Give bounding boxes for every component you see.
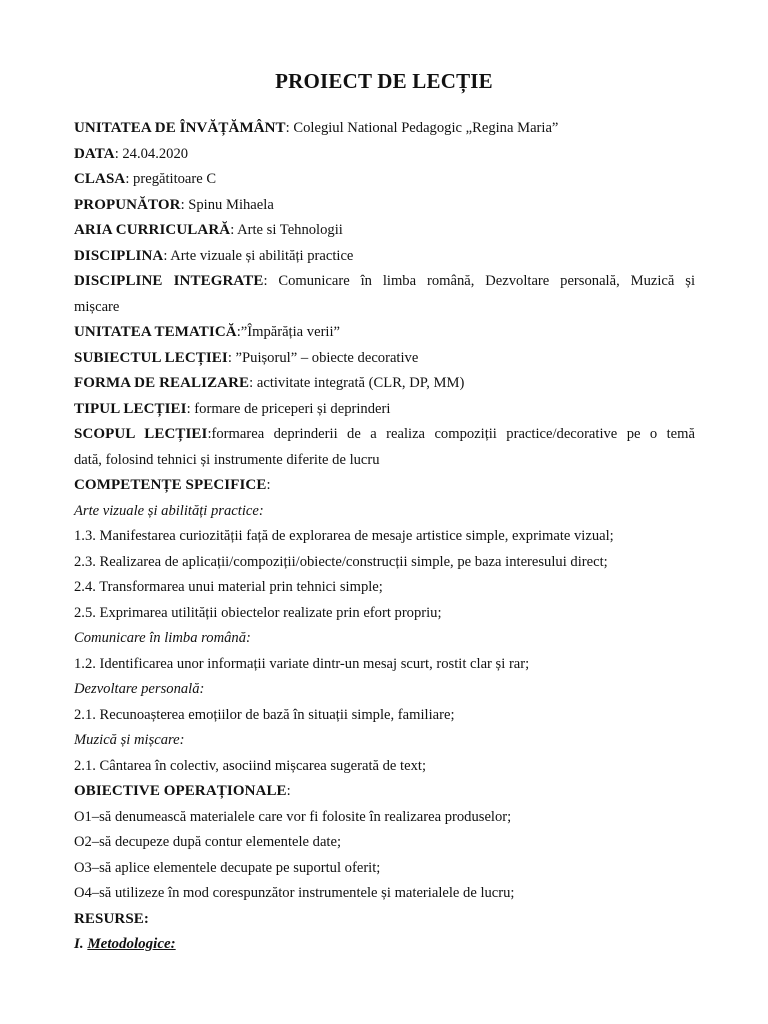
field-value: : activitate integrată (CLR, DP, MM) bbox=[249, 375, 465, 391]
field-label: UNITATEA DE ÎNVĂȚĂMÂNT bbox=[74, 120, 286, 136]
obiective-heading: OBIECTIVE OPERAȚIONALE bbox=[74, 783, 287, 799]
field-value: : Colegiul National Pedagogic „Regina Maria” bbox=[285, 120, 559, 136]
competente-item: 1.2. Identificarea unor informații variate dintr-un mesaj scurt, rostit clar și rar; bbox=[74, 655, 530, 672]
resurse-sub-label: Metodologice: bbox=[87, 936, 176, 952]
field-clasa bbox=[74, 167, 695, 193]
obiectiv-item: O3–să aplice elementele decupate pe suportul oferit; bbox=[74, 859, 381, 876]
field-propunator bbox=[74, 193, 695, 219]
competente-item: 1.3. Manifestarea curiozității față de explorarea de mesaje artistice simple, exprimate vizual; bbox=[74, 528, 614, 544]
obiectiv-item: O2–să decupeze după contur elementele date; bbox=[74, 834, 342, 850]
field-value: : ”Puișorul” – obiecte decorative bbox=[227, 349, 419, 366]
competente-group-name: Dezvoltare personală: bbox=[74, 681, 205, 697]
competente-item: 2.4. Transformarea unui material prin tehnici simple; bbox=[74, 579, 383, 595]
resurse-sub-prefix: I. bbox=[74, 936, 88, 952]
heading-colon: : bbox=[266, 477, 271, 493]
field-label: ARIA CURRICULARĂ bbox=[74, 222, 231, 238]
field-scopul-cont bbox=[74, 448, 695, 474]
obiectiv-item: O1–să denumească materialele care vor fi folosite în realizarea produselor; bbox=[74, 808, 512, 825]
resurse-heading: RESURSE: bbox=[74, 910, 149, 927]
competente-item: 2.1. Cântarea în colectiv, asociind mișcarea sugerată de text; bbox=[74, 757, 426, 774]
field-aria-curriculara bbox=[74, 218, 695, 244]
field-value: : pregătitoare C bbox=[125, 171, 217, 187]
competente-item: 2.3. Realizarea de aplicații/compoziții/obiecte/construcții simple, pe baza interesului direct; bbox=[74, 553, 608, 570]
competente-item: 2.5. Exprimarea utilității obiectelor realizate prin efort propriu; bbox=[74, 604, 442, 621]
competente-heading-line bbox=[74, 473, 695, 499]
competente-heading: COMPETENȚE SPECIFICE bbox=[74, 477, 267, 493]
competente-item: 2.1. Recunoașterea emoțiilor de bază în situații simple, familiare; bbox=[74, 706, 455, 723]
field-label: SUBIECTUL LECȚIEI bbox=[74, 349, 228, 366]
field-value: : 24.04.2020 bbox=[114, 145, 189, 162]
field-label: CLASA bbox=[74, 171, 126, 187]
heading-colon: : bbox=[286, 783, 291, 799]
field-label: TIPUL LECȚIEI bbox=[74, 400, 187, 417]
field-value-cont: dată, folosind tehnici și instrumente diferite de lucru bbox=[74, 451, 380, 468]
field-label: DATA bbox=[74, 145, 115, 162]
field-scopul bbox=[74, 422, 695, 448]
field-unitatea bbox=[74, 116, 695, 142]
field-label: UNITATEA TEMATICĂ bbox=[74, 324, 237, 340]
field-value-cont: mișcare bbox=[74, 298, 120, 315]
field-subiectul bbox=[74, 346, 695, 372]
field-label: DISCIPLINA bbox=[74, 247, 164, 264]
resurse-subheading bbox=[74, 932, 695, 958]
field-value: : Arte si Tehnologii bbox=[230, 222, 343, 238]
document-body bbox=[74, 116, 695, 958]
page-title: PROIECT DE LECȚIE bbox=[275, 69, 493, 93]
field-disciplina bbox=[74, 244, 695, 270]
field-value: :”Împărăția verii” bbox=[236, 324, 341, 340]
field-discipline-integrate-cont bbox=[74, 295, 695, 321]
field-value: : Arte vizuale și abilități practice bbox=[163, 247, 354, 264]
competente-group-name: Comunicare în limba română: bbox=[74, 630, 251, 646]
field-forma bbox=[74, 371, 695, 397]
field-value: :formarea deprinderii de a realiza compoziții practice/decorative pe o temă bbox=[207, 426, 695, 442]
obiectiv-item: O4–să utilizeze în mod corespunzător instrumentele și materialele de lucru; bbox=[74, 885, 515, 901]
obiective-heading-line bbox=[74, 779, 695, 805]
field-label: SCOPUL LECȚIEI bbox=[74, 426, 208, 442]
field-tipul bbox=[74, 397, 695, 423]
field-unitatea-tematica bbox=[74, 320, 695, 346]
field-value: : Spinu Mihaela bbox=[180, 196, 274, 213]
competente-group-name: Muzică și mișcare: bbox=[74, 732, 185, 748]
field-label: PROPUNĂTOR bbox=[74, 196, 181, 213]
field-value: : Comunicare în limba română, Dezvoltare personală, Muzică și bbox=[263, 273, 695, 289]
field-value: : formare de priceperi și deprinderi bbox=[186, 400, 391, 417]
field-label: FORMA DE REALIZARE bbox=[74, 375, 250, 391]
field-label: DISCIPLINE INTEGRATE bbox=[74, 273, 264, 289]
field-discipline-integrate bbox=[74, 269, 695, 295]
competente-group-name: Arte vizuale și abilități practice: bbox=[74, 502, 264, 519]
field-data bbox=[74, 142, 695, 168]
